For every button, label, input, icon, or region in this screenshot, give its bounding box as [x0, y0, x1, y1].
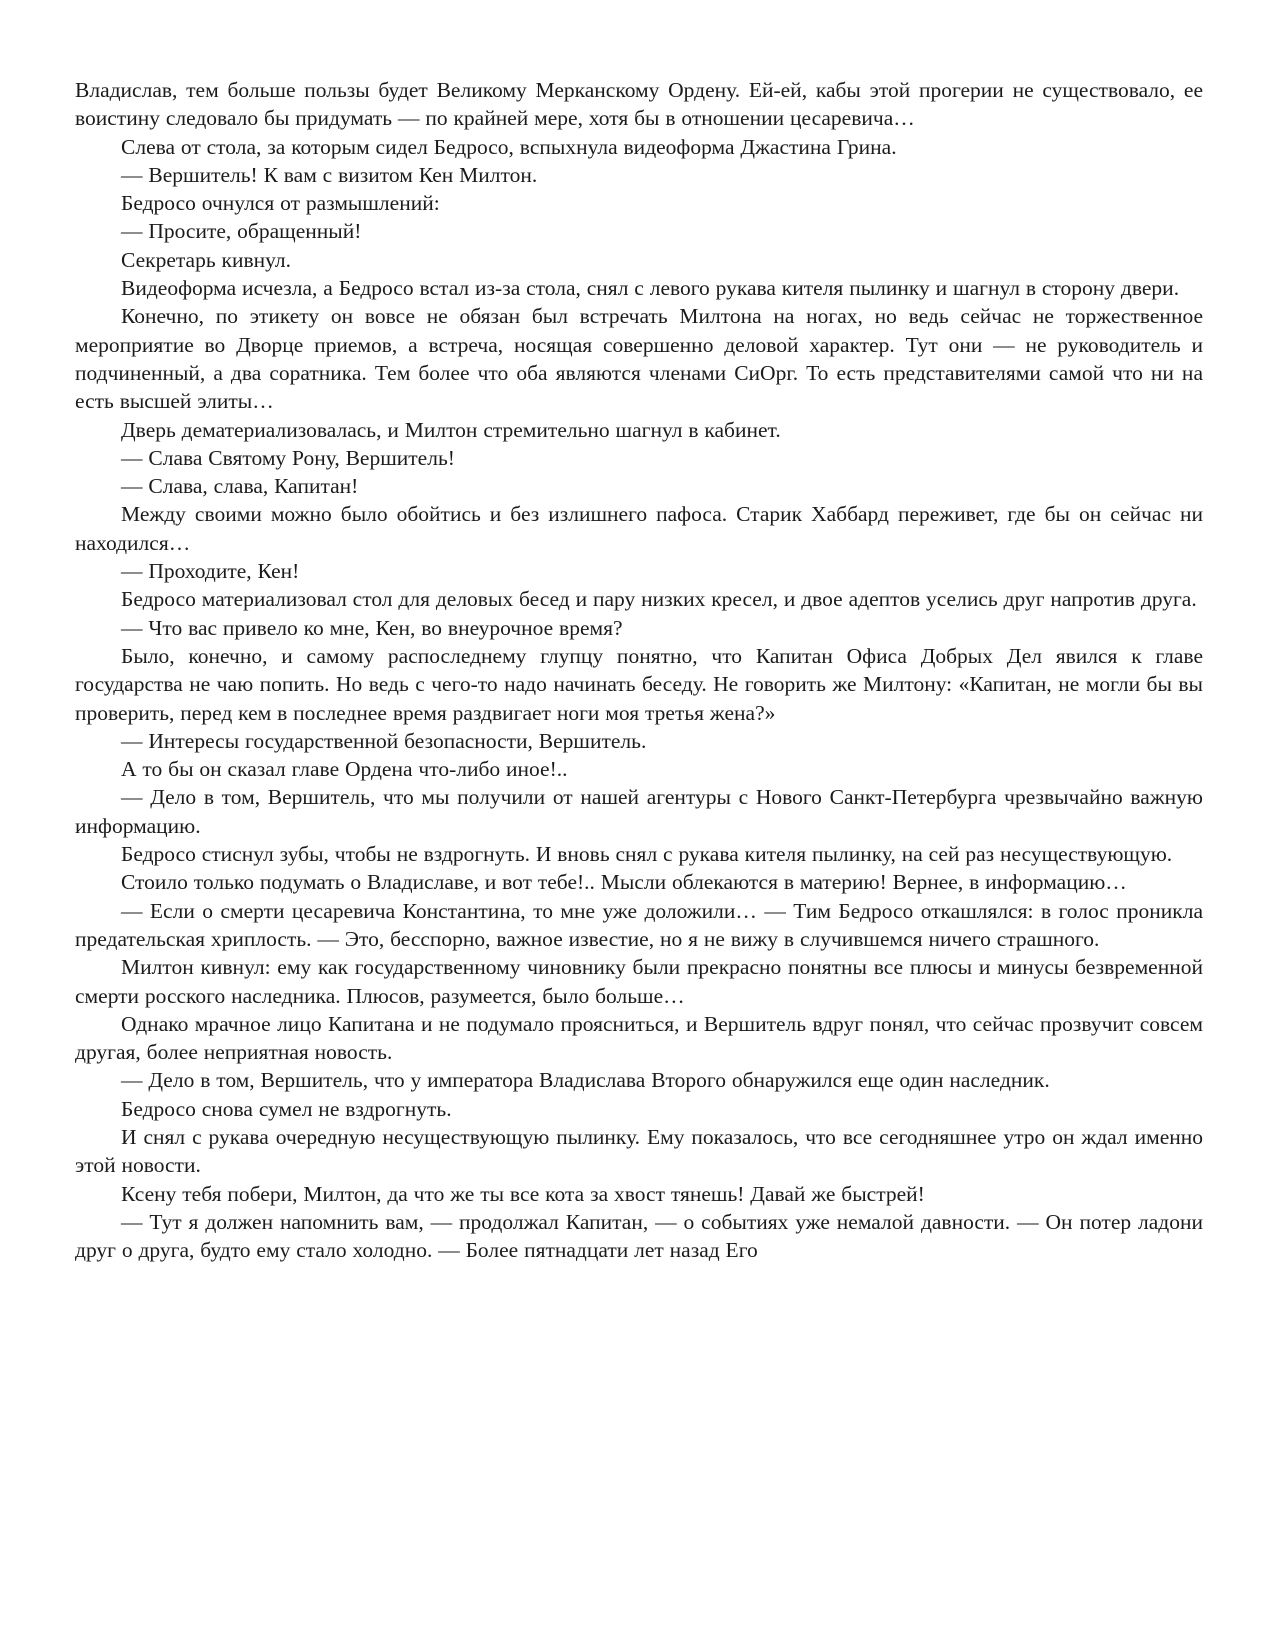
paragraph: — Дело в том, Вершитель, что у императора Владислава Второго обнаружился еще один наследник. — [121, 1068, 1050, 1093]
paragraph: Было, конечно, и самому распоследнему глупцу понятно, что Капитан Офиса Добрых Дел явился к главе государства не чаю попить. Но ведь с чего-то надо начинать беседу. Не говорить же Милтону: «Капитан, не могли бы вы проверить, перед кем в последнее время раздвигает ноги моя третья жена?» — [75, 643, 1203, 725]
paragraph: Бедросо очнулся от размышлений: — [121, 191, 440, 216]
paragraph: — Слава, слава, Капитан! — [121, 474, 359, 499]
paragraph: Между своими можно было обойтись и без излишнего пафоса. Старик Хаббард переживет, где бы он сейчас ни находился… — [75, 502, 1203, 555]
paragraph: — Вершитель! К вам с визитом Кен Милтон. — [121, 162, 538, 187]
paragraph: — Интересы государственной безопасности, Вершитель. — [121, 728, 647, 753]
paragraph: — Если о смерти цесаревича Константина, то мне уже доложили… — Тим Бедросо откашлялся: в голос проникла предательская хриплость. — Это, бесспорно, важное известие, но я не вижу в случившемся ничего страшного. — [75, 898, 1203, 951]
paragraph: Бедросо стиснул зубы, чтобы не вздрогнуть. И вновь снял с рукава кителя пылинку, на сей раз несуществующую. — [121, 842, 1173, 867]
paragraph: — Просите, обращенный! — [121, 219, 362, 244]
paragraph: — Слава Святому Рону, Вершитель! — [121, 445, 455, 470]
paragraph: — Что вас привело ко мне, Кен, во внеурочное время? — [121, 615, 623, 640]
paragraph: Дверь дематериализовалась, и Милтон стремительно шагнул в кабинет. — [121, 417, 781, 442]
paragraph: Милтон кивнул: ему как государственному чиновнику были прекрасно понятны все плюсы и минусы безвременной смерти росского наследника. Плюсов, разумеется, было больше… — [75, 955, 1203, 1008]
paragraph: Ксену тебя побери, Милтон, да что же ты все кота за хвост тянешь! Давай же быстрей! — [121, 1181, 925, 1206]
paragraph: И снял с рукава очередную несуществующую пылинку. Ему показалось, что все сегодняшнее утро он ждал именно этой новости. — [75, 1124, 1203, 1178]
paragraph: Конечно, по этикету он вовсе не обязан был встречать Милтона на ногах, но ведь сейчас не торжественное мероприятие во Дворце приемов, а встреча, носящая совершенно деловой характер. Тут они — не руководитель и подчиненный, а два соратника. Тем более что оба являются членами СиОрг. То есть представителями самой что ни на есть высшей элиты… — [75, 304, 1203, 414]
paragraph: — Тут я должен напомнить вам, — продолжал Капитан, — о событиях уже немалой давности. — Он потер ладони друг о друга, будто ему стало холодно. — Более пятнадцати лет назад Его — [75, 1209, 1203, 1263]
paragraph: Владислав, тем больше пользы будет Великому Мерканскому Ордену. Ей-ей, кабы этой прогерии не существовало, ее воистину следовало бы придумать — по крайней мере, хотя бы в отношении цесаревича… — [75, 78, 1203, 131]
paragraph: Бедросо материализовал стол для деловых бесед и пару низких кресел, и двое адептов уселись друг напротив друга. — [121, 587, 1197, 612]
paragraph: А то бы он сказал главе Ордена что-либо иное!.. — [121, 757, 568, 782]
paragraph: — Проходите, Кен! — [121, 559, 300, 584]
paragraph: Однако мрачное лицо Капитана и не подумало проясниться, и Вершитель вдруг понял, что сейчас прозвучит совсем другая, более неприятная новость. — [75, 1011, 1203, 1065]
paragraph: Видеоформа исчезла, а Бедросо встал из-за стола, снял с левого рукава кителя пылинку и шагнул в сторону двери. — [121, 276, 1180, 301]
paragraph: Секретарь кивнул. — [121, 247, 292, 272]
paragraph: — Дело в том, Вершитель, что мы получили от нашей агентуры с Нового Санкт-Петербурга чрезвычайно важную информацию. — [75, 785, 1203, 838]
paragraph: Стоило только подумать о Владиславе, и вот тебе!.. Мысли облекаются в материю! Вернее, в информацию… — [121, 870, 1127, 895]
paragraph: Слева от стола, за которым сидел Бедросо, вспыхнула видеоформа Джастина Грина. — [121, 134, 897, 159]
paragraph: Бедросо снова сумел не вздрогнуть. — [121, 1096, 452, 1121]
